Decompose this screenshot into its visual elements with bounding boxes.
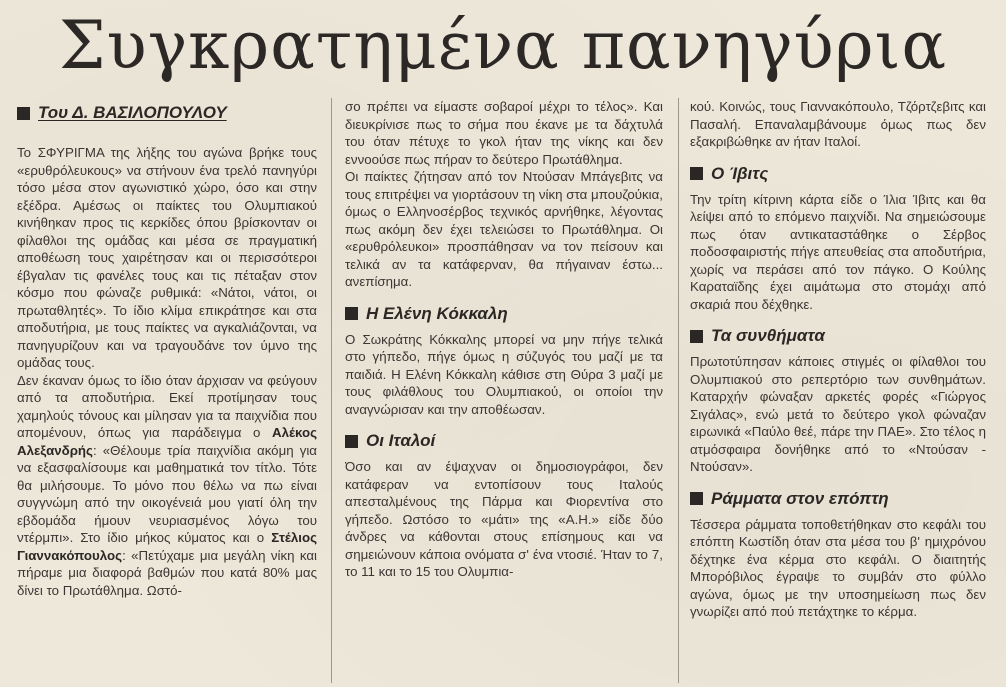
paragraph: Ο Σωκράτης Κόκκαλης μπορεί να μην πήγε τελικά στο γήπεδο, πήγε όμως η σύζυγός του μαζί με τα παιδιά. Η Ελένη Κόκκαλη κάθισε στη Θύρα 3 μαζί με τους φιλάθλους του Ολυμπιακού, οι οποίοι την αναγνώρισαν και την αποθέωσαν. bbox=[345, 331, 663, 417]
article-paragraph bbox=[17, 144, 317, 599]
square-bullet-icon bbox=[345, 435, 358, 448]
text-segment: : «Θέλουμε τρία παιχνίδια ακόμη για να εξασφαλίσουμε και μαθηματικά τον τίτλο. Τότε θα μιλήσουμε. Το μόνο που θέλω να πω είναι συγγνώμη από την οικογένειά μου γιατί όλη την εβδομάδα ήμουν νευριασμένος λόγω του ντέρμπι». Στο ίδιο μήκος κύματος και ο bbox=[17, 442, 317, 545]
subheading-text: Ο Ίβιτς bbox=[711, 163, 769, 183]
paragraph: Τέσσερα ράμματα τοποθετήθηκαν στο κεφάλι του επόπτη Κωστίδη όταν στα μέσα του β' ημιχρόνου δέχτηκε ένα κέρμα στο κεφάλι. Ο διαιτητής Μπορόβιλος έγραψε το συμβάν στο φύλλο αγώνα, όμως με την υποσημείωση πως δεν γνωρίζει από πού πετάχτηκε το κέρμα. bbox=[690, 516, 986, 619]
subheading-chants bbox=[690, 325, 986, 347]
paragraph: Πρωτοτύπησαν κάποιες στιγμές οι φίλαθλοι του Ολυμπιακού στο ρεπερτόριο των συνθημάτων. Καταρχήν φώναξαν αρκετές φορές «Γιώργος Σιγάλας», ενώ μετά το δεύτερο γκολ φώναζαν ειρωνικά «Παύλο θεέ, πάρε την ΠΑΕ». Στο τέλος η ατμόσφαιρα δονήθηκε από το «Ντούσαν - Ντούσαν». bbox=[690, 354, 986, 474]
text-segment: Δεν έκαναν όμως το ίδιο όταν άρχισαν να φεύγουν από τα αποδυτήρια. Εκεί προτίμησαν τους χαμηλούς τόνους και μίλησαν για τα παιχνίδια που απομένουν, όπως για παράδειγμα ο bbox=[17, 372, 317, 440]
subheading-stitches bbox=[690, 488, 986, 510]
article-column-3 bbox=[690, 98, 986, 683]
square-bullet-icon bbox=[690, 167, 703, 180]
paragraph-quotes bbox=[17, 372, 317, 600]
article-column-1 bbox=[17, 98, 317, 683]
byline-text: Του Δ. ΒΑΣΙΛΟΠΟΥΛΟΥ bbox=[38, 103, 227, 122]
column-divider bbox=[331, 98, 332, 683]
paragraph: Οι παίκτες ζήτησαν από τον Ντούσαν Μπάγεβιτς να τους επιτρέψει να γιορτάσουν τη νίκη στα μπουζούκια, όμως ο Ελληνοσέρβος τεχνικός αρνήθηκε, λέγοντας πως ακόμη δεν έχει τελειώσει το Πρωτάθλημα. Οι «ερυθρόλευκοι» προσπάθησαν να τον πείσουν και τελικά αν τα κατάφερναν, θα πήγαιναν έστω... ανεπίσημα. bbox=[345, 169, 663, 289]
square-bullet-icon bbox=[690, 330, 703, 343]
paragraph: Την τρίτη κίτρινη κάρτα είδε ο Ίλια Ίβιτς και θα λείψει από το επόμενο παιχνίδι. Να σημειώσουμε πως όταν αντικαταστάθηκε ο Σέρβος ποδοσφαιριστής πήγε απευθείας στα αποδυτήρια, χωρίς να περάσει από τον πάγκο. Ο Κούλης Καραταϊδης έχει αιμάτωμα στο στομάχι από σκαριά που δέχθηκε. bbox=[690, 191, 986, 312]
person-name: Αλέκος Αλεξανδρής bbox=[17, 425, 317, 458]
person-name: Στέλιος Γιαννακόπουλος bbox=[17, 530, 317, 563]
subheading-text: Η Ελένη Κόκκαλη bbox=[366, 303, 508, 323]
article-column-2 bbox=[345, 98, 663, 683]
subheading-text: Τα συνθήματα bbox=[711, 326, 825, 345]
subheading-eleni-kokkali bbox=[345, 303, 663, 325]
paragraph: κού. Κοινώς, τους Γιαννακόπουλο, Τζόρτζεβιτς και Πασαλή. Επαναλαμβάνουμε όμως πως δεν εξακριβώθηκε αν ήταν Ιταλοί. bbox=[690, 99, 986, 149]
column-divider bbox=[678, 98, 679, 683]
square-bullet-icon bbox=[690, 492, 703, 505]
paragraph: σο πρέπει να είμαστε σοβαροί μέχρι το τέλος». Και διευκρίνισε πως το σήμα που έκανε με τα δάχτυλά του όταν πέτυχε το γκολ ήταν της νίκης και δεν εννοούσε πως πήραν το δεύτερο Πρωτάθλημα. bbox=[345, 99, 663, 167]
text-segment: : «Πετύχαμε μια μεγάλη νίκη και πήραμε μια διαφορά βαθμών που κατά 80% μας δίνει το Πρωτάθλημα. Ωστό- bbox=[17, 547, 317, 598]
subheading-text: Οι Ιταλοί bbox=[366, 431, 436, 450]
headline: Συγκρατημένα πανηγύρια bbox=[58, 7, 948, 84]
subheading-italians bbox=[345, 430, 663, 452]
article-paragraph bbox=[345, 98, 663, 291]
subheading-text: Ράμματα στον επόπτη bbox=[711, 488, 889, 508]
paragraph: Όσο και αν έψαχναν οι δημοσιογράφοι, δεν κατάφεραν να εντοπίσουν τους Ιταλούς απεσταλμένους της Πάρμα και Φιορεντίνα στο γήπεδο. Ωστόσο το «μάτι» της «Α.Η.» είδε δύο άνδρες να κάθονται στους επίσημους και να σημειώνουν κάποια ονόματα σ' ένα ντοσιέ. Ήταν το 7, το 11 και το 15 του Ολυμπια- bbox=[345, 459, 663, 579]
square-bullet-icon bbox=[345, 307, 358, 320]
subheading-ivic bbox=[690, 163, 986, 185]
byline bbox=[17, 102, 317, 124]
square-bullet-icon bbox=[17, 107, 30, 120]
paragraph-intro: Το ΣΦΥΡΙΓΜΑ της λήξης του αγώνα βρήκε τους «ερυθρόλευκους» να στήνουν ένα τρελό πανηγύρι τόσο μέσα στον αγωνιστικό χώρο, όσο και στην εξέδρα. Αμέσως οι παίκτες του Ολυμπιακού κινήθηκαν προς τις κερκίδες όπου βρίσκονταν οι φίλαθλοι της ομάδας και μέσα σε πραγματική αποθέωση τους χαιρέτησαν και οι περισσότεροι έβγαλαν τις φανέλες τους και τις πέταξαν στον κόσμο που φώναζε ρυθμικά: «Νάτοι, νάτοι, οι πρωταθλητές». Το ίδιο κλίμα επικράτησε και στα αποδυτήρια, με τους παίκτες να αγκαλιάζονται, να πανηγυρίζουν και να τραγουδάνε τον ύμνο της ομάδας τους. bbox=[17, 145, 317, 370]
